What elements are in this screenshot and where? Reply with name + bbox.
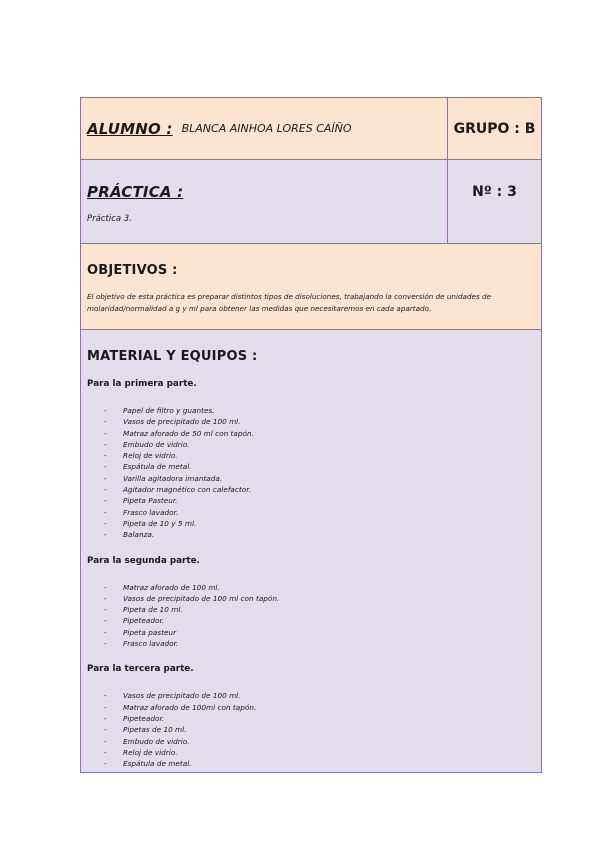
list-item — [87, 713, 535, 724]
student-cell — [81, 98, 447, 159]
bullet-dash: - — [104, 593, 107, 603]
item-text: Pipeta de 10 ml. — [123, 605, 183, 615]
bullet-dash: - — [104, 462, 107, 472]
list-item — [87, 593, 535, 604]
item-text: Reloj de vidrio. — [123, 451, 178, 461]
item-text: Frasco lavador. — [123, 639, 179, 649]
list-item — [87, 736, 535, 747]
bullet-dash: - — [104, 451, 107, 461]
objectives-title: OBJETIVOS : — [87, 263, 178, 278]
practice-name: Práctica 3. — [87, 214, 132, 224]
part-title: Para la segunda parte. — [87, 555, 200, 566]
student-name: BLANCA AINHOA LORES CAÍÑO — [181, 122, 352, 135]
list-item — [87, 582, 535, 593]
practice-sheet — [80, 97, 542, 773]
group-cell — [447, 98, 541, 159]
bullet-dash: - — [104, 507, 107, 517]
item-text: Pipeta de 10 y 5 ml. — [123, 518, 197, 528]
materials-list — [87, 405, 535, 541]
item-text: Vasos de precipitado de 100 ml. — [123, 417, 241, 427]
list-item — [87, 747, 535, 758]
number-cell — [447, 160, 541, 243]
bullet-dash: - — [104, 759, 107, 769]
bullet-dash: - — [104, 725, 107, 735]
item-text: Embudo de vidrio. — [123, 439, 190, 449]
bullet-dash: - — [104, 627, 107, 637]
bullet-dash: - — [104, 406, 107, 415]
materials-row — [81, 330, 541, 772]
bullet-dash: - — [104, 473, 107, 483]
student-row — [81, 98, 541, 160]
item-text: Espátula de metal. — [123, 759, 192, 769]
bullet-dash: - — [104, 439, 107, 449]
item-text: Balanza. — [123, 530, 155, 540]
bullet-dash: - — [104, 736, 107, 746]
item-text: Matraz aforado de 100 ml. — [123, 582, 220, 592]
bullet-dash: - — [104, 582, 107, 592]
list-item — [87, 495, 535, 506]
bullet-dash: - — [104, 691, 107, 701]
part-title: Para la tercera parte. — [87, 664, 194, 675]
list-item — [87, 507, 535, 518]
bullet-dash: - — [104, 605, 107, 615]
list-item — [87, 758, 535, 769]
bullet-dash: - — [104, 518, 107, 528]
alumno-label: ALUMNO : — [87, 119, 173, 138]
list-item — [87, 518, 535, 529]
list-item — [87, 405, 535, 416]
list-item — [87, 428, 535, 439]
item-text: Espátula de metal. — [123, 462, 192, 472]
materials-title: MATERIAL Y EQUIPOS : — [87, 349, 258, 364]
bullet-dash: - — [104, 428, 107, 438]
bullet-dash: - — [104, 616, 107, 626]
item-text: Vasos de precipitado de 100 ml. — [123, 691, 241, 701]
objectives-text: El objetivo de esta práctica es preparar distintos tipos de disoluciones, trabajando la conversión de unidades de molaridad/normalidad a g y ml para obtener las medidas que necesitaremos en cada apartado. — [87, 292, 491, 313]
item-text: Agitador magnético con calefactor. — [123, 485, 251, 495]
objectives-row — [81, 244, 541, 330]
list-item — [87, 450, 535, 461]
list-item — [87, 473, 535, 484]
group-label: GRUPO : B — [453, 120, 536, 137]
item-text: Reloj de vidrio. — [123, 747, 178, 757]
list-item — [87, 461, 535, 472]
list-item — [87, 439, 535, 450]
practice-number: Nº : 3 — [472, 184, 517, 200]
list-item — [87, 724, 535, 735]
item-text: Frasco lavador. — [123, 507, 179, 517]
item-text: Matraz aforado de 50 ml con tapón. — [123, 428, 254, 438]
bullet-dash: - — [104, 713, 107, 723]
list-item — [87, 702, 535, 713]
list-item — [87, 638, 535, 649]
objectives-cell — [81, 244, 541, 329]
item-text: Pipeta pasteur — [123, 627, 177, 637]
bullet-dash: - — [104, 639, 107, 649]
bullet-dash: - — [104, 417, 107, 427]
item-text: Matraz aforado de 100ml con tapón. — [123, 702, 257, 712]
list-item — [87, 529, 535, 540]
practice-label: PRÁCTICA : — [87, 183, 184, 201]
materials-list — [87, 582, 535, 650]
item-text: Pipeteador. — [123, 713, 165, 723]
item-text: Embudo de vidrio. — [123, 736, 190, 746]
bullet-dash: - — [104, 530, 107, 540]
list-item — [87, 690, 535, 701]
materials-cell — [81, 330, 541, 772]
bullet-dash: - — [104, 485, 107, 495]
practice-cell — [81, 160, 447, 243]
bullet-dash: - — [104, 702, 107, 712]
list-item — [87, 604, 535, 615]
list-item — [87, 416, 535, 427]
list-item — [87, 484, 535, 495]
item-text: Papel de filtro y guantes. — [123, 406, 215, 415]
item-text: Pipetas de 10 ml. — [123, 725, 187, 735]
item-text: Pipeteador. — [123, 616, 165, 626]
list-item — [87, 615, 535, 626]
item-text: Varilla agitadora imantada. — [123, 473, 223, 483]
part-title: Para la primera parte. — [87, 379, 197, 389]
item-text: Vasos de precipitado de 100 ml con tapón. — [123, 593, 280, 603]
list-item — [87, 627, 535, 638]
item-text: Pipeta Pasteur. — [123, 496, 178, 506]
bullet-dash: - — [104, 496, 107, 506]
materials-list — [87, 690, 535, 769]
practice-row — [81, 160, 541, 244]
bullet-dash: - — [104, 747, 107, 757]
